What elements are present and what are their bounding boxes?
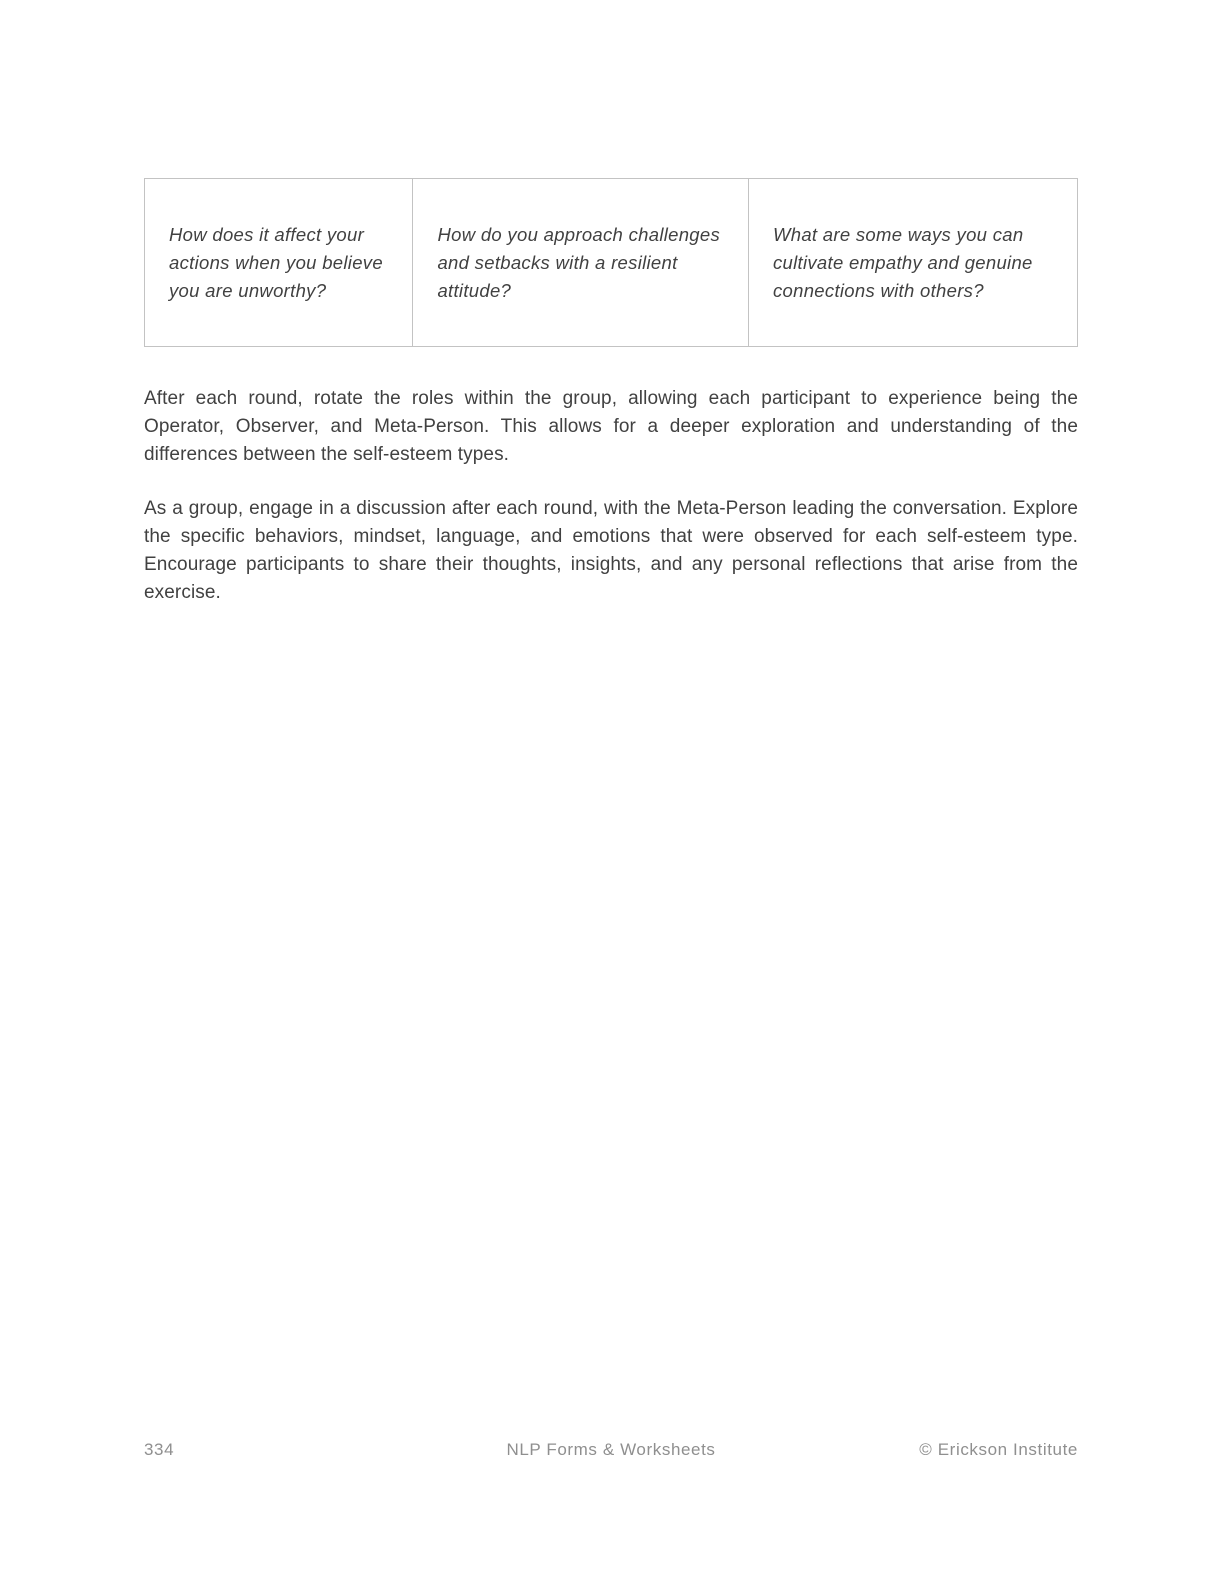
page-content — [144, 0, 1078, 607]
question-text: How does it affect your actions when you believe you are unworthy? — [169, 223, 383, 301]
page-number: 334 — [144, 1440, 175, 1459]
footer-title: NLP Forms & Worksheets — [506, 1440, 716, 1459]
body-paragraph: After each round, rotate the roles within the group, allowing each participant to experience being the Operator, Observer, and Meta-Person. This allows for a deeper exploration and understanding of the differences between the self-esteem types. — [144, 388, 1078, 465]
table-cell — [145, 179, 412, 346]
body-paragraph: As a group, engage in a discussion after each round, with the Meta-Person leading the conversation. Explore the specific behaviors, mindset, language, and emotions that were observed for each self-esteem type. Encourage participants to share their thoughts, insights, and any personal reflections that arise from the exercise. — [144, 498, 1078, 603]
table-cell — [748, 179, 1077, 346]
table-cell — [412, 179, 748, 346]
questions-table — [144, 178, 1078, 347]
question-text: What are some ways you can cultivate empathy and genuine connections with others? — [772, 223, 1033, 301]
question-text: How do you approach challenges and setbacks with a resilient attitude? — [437, 223, 721, 301]
footer-copyright: © Erickson Institute — [919, 1440, 1078, 1459]
page-footer — [144, 1440, 1078, 1460]
